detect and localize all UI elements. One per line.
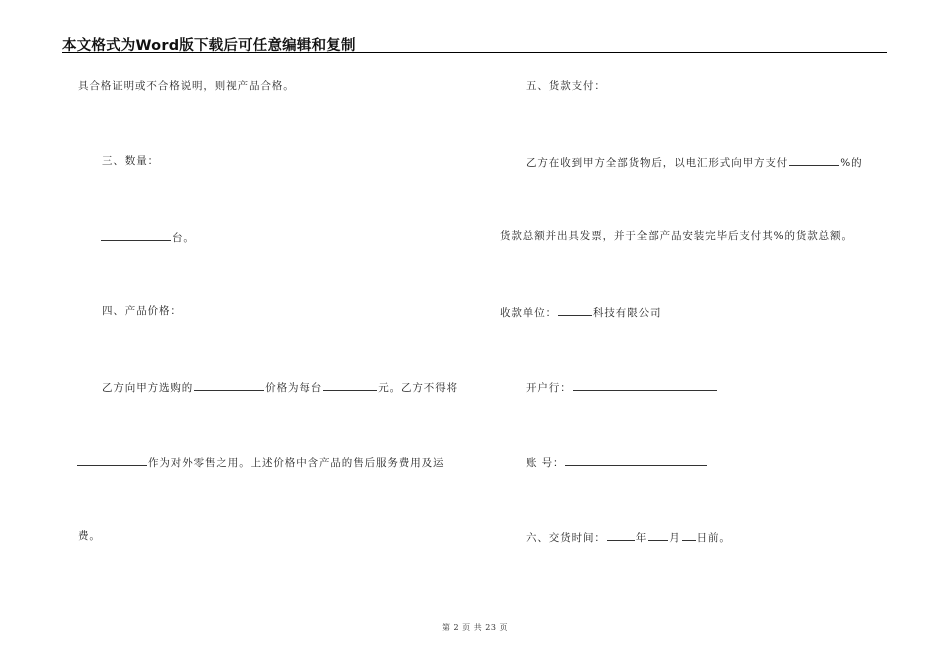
payment-text-a: 乙方在收到甲方全部货物后，以电汇形式向甲方支付 (526, 157, 789, 169)
retail-blank (77, 454, 147, 466)
header-divider (62, 52, 887, 53)
month-label: 月 (669, 532, 681, 544)
price-text-c: 元。乙方不得将 (378, 382, 459, 394)
payment-text-b: %的 (840, 157, 863, 169)
unit-price-blank (323, 379, 377, 391)
document-header-title: 本文格式为Word版下载后可任意编辑和复制 (62, 38, 356, 54)
day-blank (682, 529, 696, 541)
bank-label: 开户行： (526, 382, 572, 394)
month-blank (648, 529, 668, 541)
bank-line (526, 379, 718, 395)
section-price-heading: 四、产品价格： (102, 305, 182, 317)
price-line (102, 379, 458, 395)
retail-text: 作为对外零售之用。上述价格中含产品的售后服务费用及运 (148, 457, 445, 469)
payee-label: 收款单位： (500, 307, 557, 319)
invoice-line: 货款总额并出具发票，并于全部产品安装完毕后支付其%的货款总额。 (500, 230, 853, 242)
quantity-unit: 台。 (172, 232, 195, 244)
quantity-line (100, 229, 195, 245)
delivery-label: 六、交货时间： (526, 532, 606, 544)
page-number-footer: 第 2 页 共 23 页 (442, 623, 508, 632)
payee-suffix: 科技有限公司 (593, 307, 662, 319)
bank-blank (573, 379, 717, 391)
price-text-b: 价格为每台 (265, 382, 323, 394)
payment-line (526, 154, 862, 170)
left-line-1: 具合格证明或不合格说明，则视产品合格。 (78, 80, 295, 92)
year-blank (607, 529, 635, 541)
payee-line (500, 304, 661, 320)
section-payment-heading: 五、货款支付： (526, 80, 606, 92)
left-line-7: 费。 (78, 530, 101, 542)
price-text-a: 乙方向甲方选购的 (102, 382, 194, 394)
section-quantity-heading: 三、数量： (102, 155, 159, 167)
payee-blank (558, 304, 592, 316)
payment-percent-blank (789, 154, 839, 166)
product-blank (194, 379, 264, 391)
account-label: 账 号： (526, 457, 565, 469)
retail-line (76, 454, 444, 470)
quantity-blank (101, 229, 171, 241)
account-line (526, 454, 708, 470)
day-label: 日前。 (696, 532, 731, 544)
year-label: 年 (635, 532, 648, 544)
account-blank (565, 454, 707, 466)
delivery-line (526, 529, 731, 545)
